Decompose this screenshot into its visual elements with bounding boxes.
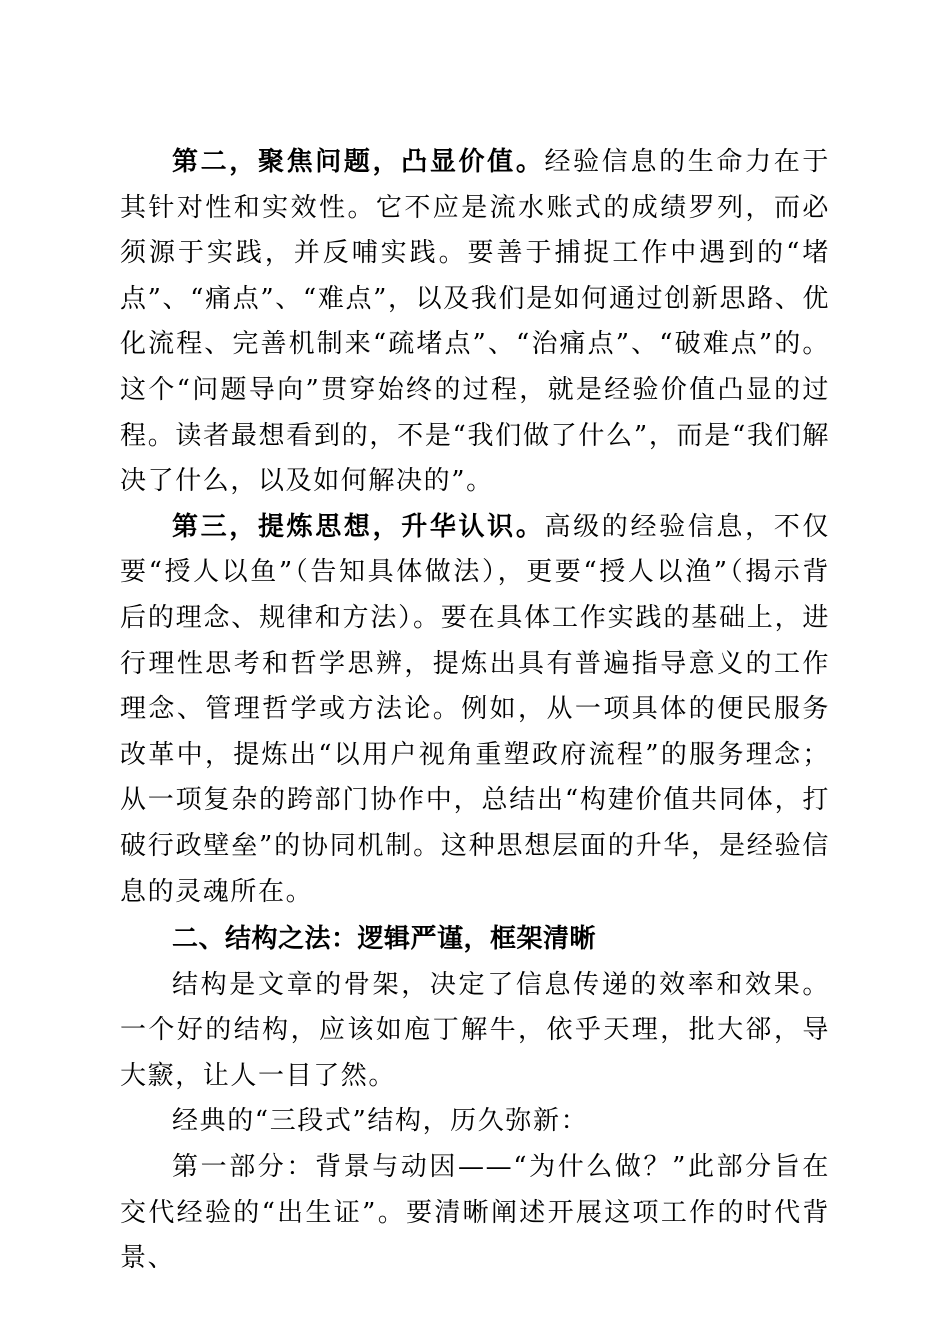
paragraph-focus-problems bbox=[120, 140, 830, 505]
section-heading: 二、结构之法：逻辑严谨，框架清晰 bbox=[172, 924, 597, 955]
document-page bbox=[120, 140, 830, 1282]
paragraph-lead: 第三，提炼思想，升华认识。 bbox=[172, 511, 545, 542]
paragraph-lead: 第一部分：背景与动因——“为什么做？” bbox=[172, 1152, 687, 1183]
paragraph-refine-thinking bbox=[120, 505, 830, 915]
paragraph-lead: 第二，聚焦问题，凸显价值。 bbox=[172, 147, 545, 177]
paragraph-three-part: 经典的“三段式”结构，历久弥新： bbox=[172, 1106, 589, 1137]
paragraph-structure-intro: 结构是文章的骨架，决定了信息传递的效率和效果。一个好的结构，应该如庖丁解牛，依乎天理，批大郤，导大窾，让人一目了然。 bbox=[120, 969, 830, 1091]
paragraph-text: 经验信息的生命力在于其针对性和实效性。它不应是流水账式的成绩罗列，而必须源于实践，并反哺实践。要善于捕捉工作中遇到的“堵点”、“痛点”、“难点”，以及我们是如何通过创新思路、优化流程、完善机制来“疏堵点”、“治痛点”、“破难点”的。这个“问题导向”贯穿始终的过程，就是经验价值凸显的过程。读者最想看到的，不是“我们做了什么”，而是“我们解决了什么，以及如何解决的”。 bbox=[120, 147, 830, 497]
paragraph-text: 高级的经验信息，不仅要“授人以鱼”（告知具体做法），更要“授人以渔”（揭示背后的理念、规律和方法）。要在具体工作实践的基础上，进行理性思考和哲学思辨，提炼出具有普遍指导意义的工作理念、管理哲学或方法论。例如，从一项具体的便民服务改革中，提炼出“以用户视角重塑政府流程”的服务理念；从一项复杂的跨部门协作中，总结出“构建价值共同体，打破行政壁垒”的协同机制。这种思想层面的升华，是经验信息的灵魂所在。 bbox=[120, 511, 830, 907]
paragraph-text: 此部分旨在交代经验的“出生证”。要清晰阐述开展这项工作的时代背景、 bbox=[120, 1152, 830, 1274]
paragraph-part-one bbox=[120, 1145, 830, 1282]
